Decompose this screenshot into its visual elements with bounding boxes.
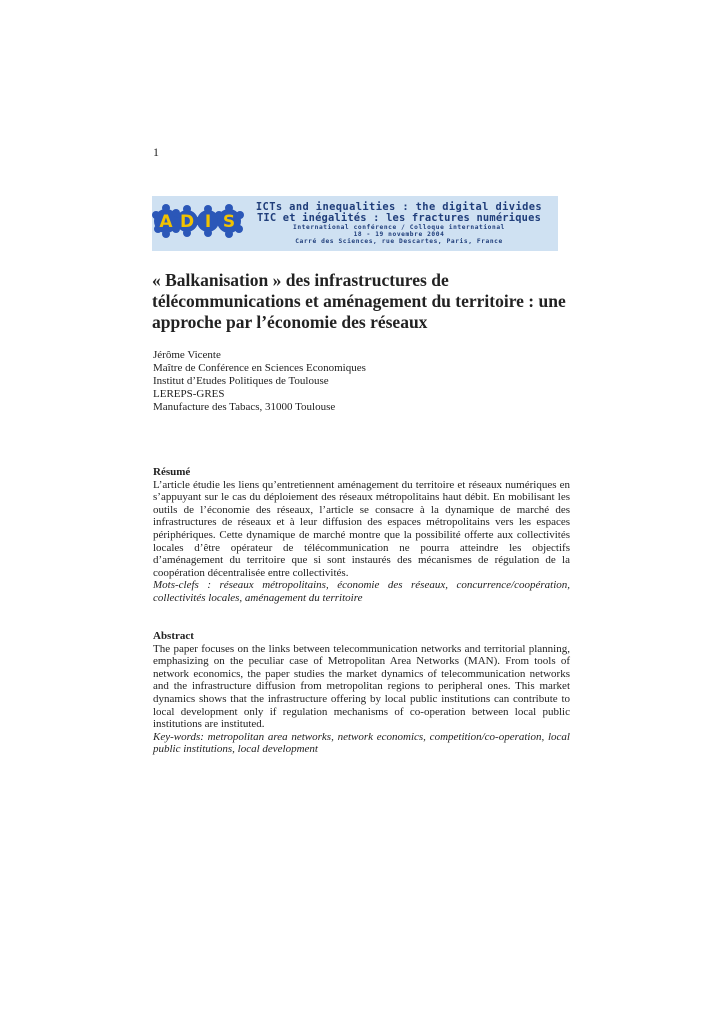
page-number: 1: [153, 145, 159, 159]
author-lab: LEREPS-GRES: [153, 388, 225, 400]
abstract-body: The paper focuses on the links between telecommunication networks and territorial planning, emphasizing on the peculiar case of Metropolitan Area Networks (MAN). From tools of network economics, the paper studies the market dynamics of telecommunication networks and the infrastructure diffusion from metropolitan regions to peripheral ones. This market dynamics shows that the infrastructure offering by local public institutions can contribute to local development only if regulation mechanisms of co-operation between local public institutions are instituted.: [153, 642, 570, 731]
resume-heading: Résumé: [153, 466, 191, 478]
author-name: Jérôme Vicente: [153, 349, 221, 361]
abstract-heading: Abstract: [153, 630, 194, 642]
resume-body: L’article étudie les liens qu’entretiennent aménagement du territoire et réseaux numériques en s’appuyant sur le cas du déploiement des réseaux métropolitains haut débit. En mobilisant les outils de l’économie des réseaux, l’article se consacre à la dynamique de marché des infrastructures de réseaux et à leur diffusion des espaces métropolitains vers les espaces périphériques. Cette dynamique de marché montre que la possibilité offerte aux collectivités locales d’être opérateur de télécommunication ne pourra atteindre les objectifs d’aménagement du territoire que si sont instaurés des mécanismes de régulation de la coopération décentralisée entre collectivités.: [153, 478, 570, 579]
resume-keywords: Mots-clefs : réseaux métropolitains, économie des réseaux, concurrence/coopération, collectivités locales, aménagement du territoire: [153, 579, 570, 604]
abstract-section: [153, 630, 570, 756]
banner-text: [246, 202, 552, 246]
logo-letter-s: S: [222, 212, 236, 232]
banner-venue: Carré des Sciences, rue Descartes, Paris, France: [295, 237, 503, 245]
conference-banner: [152, 196, 558, 251]
logo-letter-a: A: [159, 212, 173, 232]
author-position: Maître de Conférence en Sciences Economiques: [153, 362, 366, 374]
author-institution: Institut d’Etudes Politiques de Toulouse: [153, 375, 329, 387]
banner-english-title: ICTs and inequalities : the digital divides: [255, 201, 543, 213]
logo-letter-d: D: [179, 212, 195, 232]
banner-french-title: TIC et inégalités : les fractures numériques: [256, 212, 542, 225]
banner-conference-type: International conférence / Colloque international: [293, 224, 505, 232]
banner-dates: 18 - 19 novembre 2004: [353, 231, 445, 239]
adis-logo-icon: [152, 201, 244, 241]
logo-letter-i: I: [204, 212, 212, 232]
abstract-keywords: Key-words: metropolitan area networks, network economics, competition/co-operation, local public institutions, local development: [153, 730, 570, 756]
resume-section: [153, 466, 570, 605]
paper-title: « Balkanisation » des infrastructures de télécommunications et aménagement du territoire : une approche par l’économie des réseaux: [152, 270, 566, 332]
author-address: Manufacture des Tabacs, 31000 Toulouse: [153, 401, 336, 413]
author-block: [153, 349, 366, 414]
